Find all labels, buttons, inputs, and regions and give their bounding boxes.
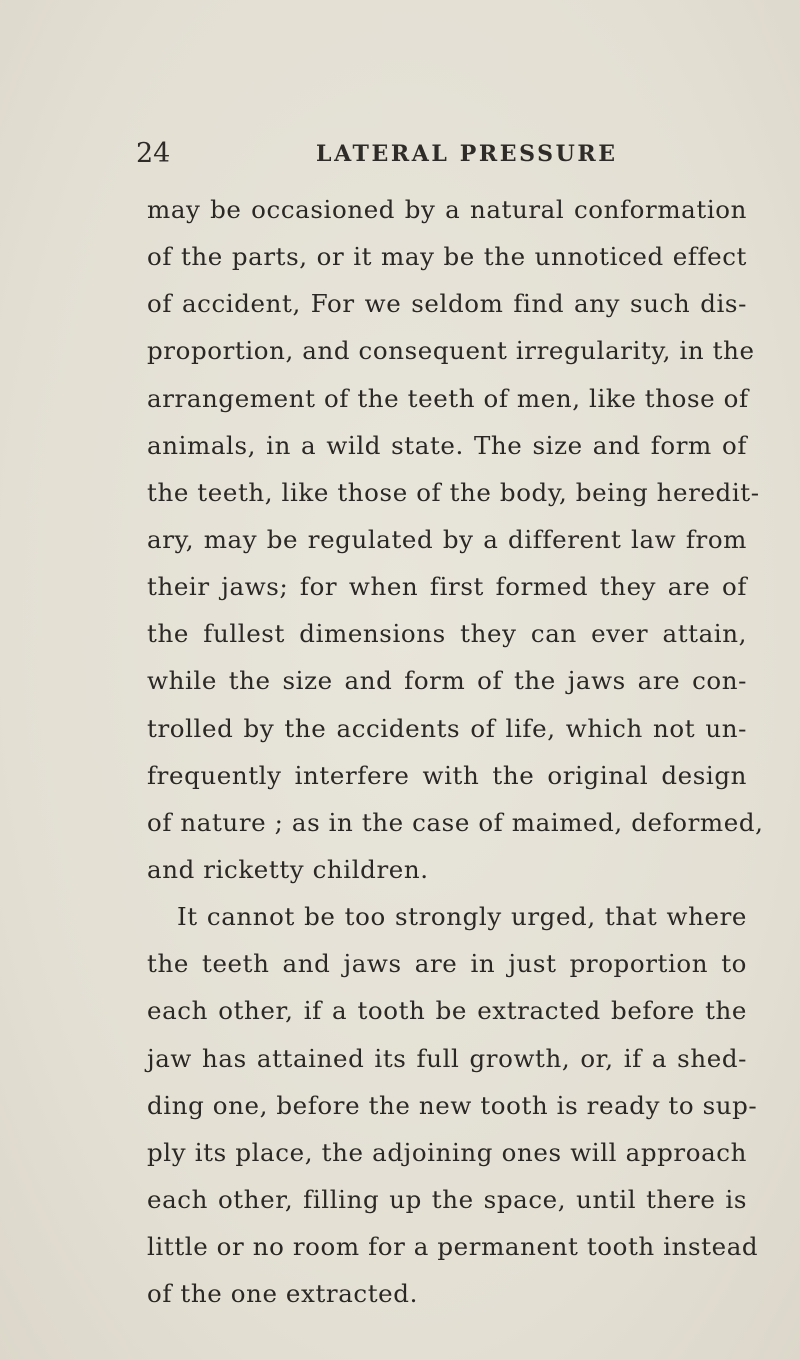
paragraph-end-line: of the one extracted. (147, 1279, 418, 1309)
text-line: ding one, before the new tooth is ready to sup- (147, 1090, 758, 1120)
page-number: 24 (136, 138, 171, 169)
text-line: of accident, For we seldom find any such dis- (147, 289, 747, 319)
body-text (147, 186, 764, 1317)
text-line: the teeth, like those of the body, being heredit- (147, 477, 760, 507)
text-line: frequently interfere with the original design (147, 760, 747, 790)
text-line: the teeth and jaws are in just proportion to (147, 949, 747, 979)
text-line: proportion, and consequent irregularity, in the (147, 336, 755, 366)
text-line: arrangement of the teeth of men, like those of (147, 383, 749, 413)
text-line: may be occasioned by a natural conformation (147, 195, 747, 224)
page-header (136, 134, 756, 174)
text-line: while the size and form of the jaws are con- (147, 666, 747, 696)
text-line: ply its place, the adjoining ones will approach (147, 1137, 747, 1167)
text-line: their jaws; for when first formed they are of (147, 572, 747, 602)
text-line: of the parts, or it may be the unnoticed effect (147, 242, 747, 272)
text-line: each other, if a tooth be extracted before the (147, 996, 747, 1026)
text-line: ary, may be regulated by a different law from (147, 524, 747, 554)
text-line: little or no room for a permanent tooth instead (147, 1232, 759, 1262)
paragraph-end-line: and ricketty children. (147, 854, 429, 884)
text-line: the fullest dimensions they can ever attain, (147, 619, 747, 649)
running-head: LATERAL PRESSURE (316, 141, 618, 167)
text-line: each other, filling up the space, until there is (147, 1184, 747, 1214)
text-line: jaw has attained its full growth, or, if a shed- (147, 1043, 747, 1073)
text-line: animals, in a wild state. The size and form of (147, 430, 747, 460)
text-line: trolled by the accidents of life, which not un- (147, 713, 747, 743)
text-line: of nature ; as in the case of maimed, deformed, (147, 807, 764, 837)
paragraph-start-line: It cannot be too strongly urged, that where (177, 902, 747, 932)
